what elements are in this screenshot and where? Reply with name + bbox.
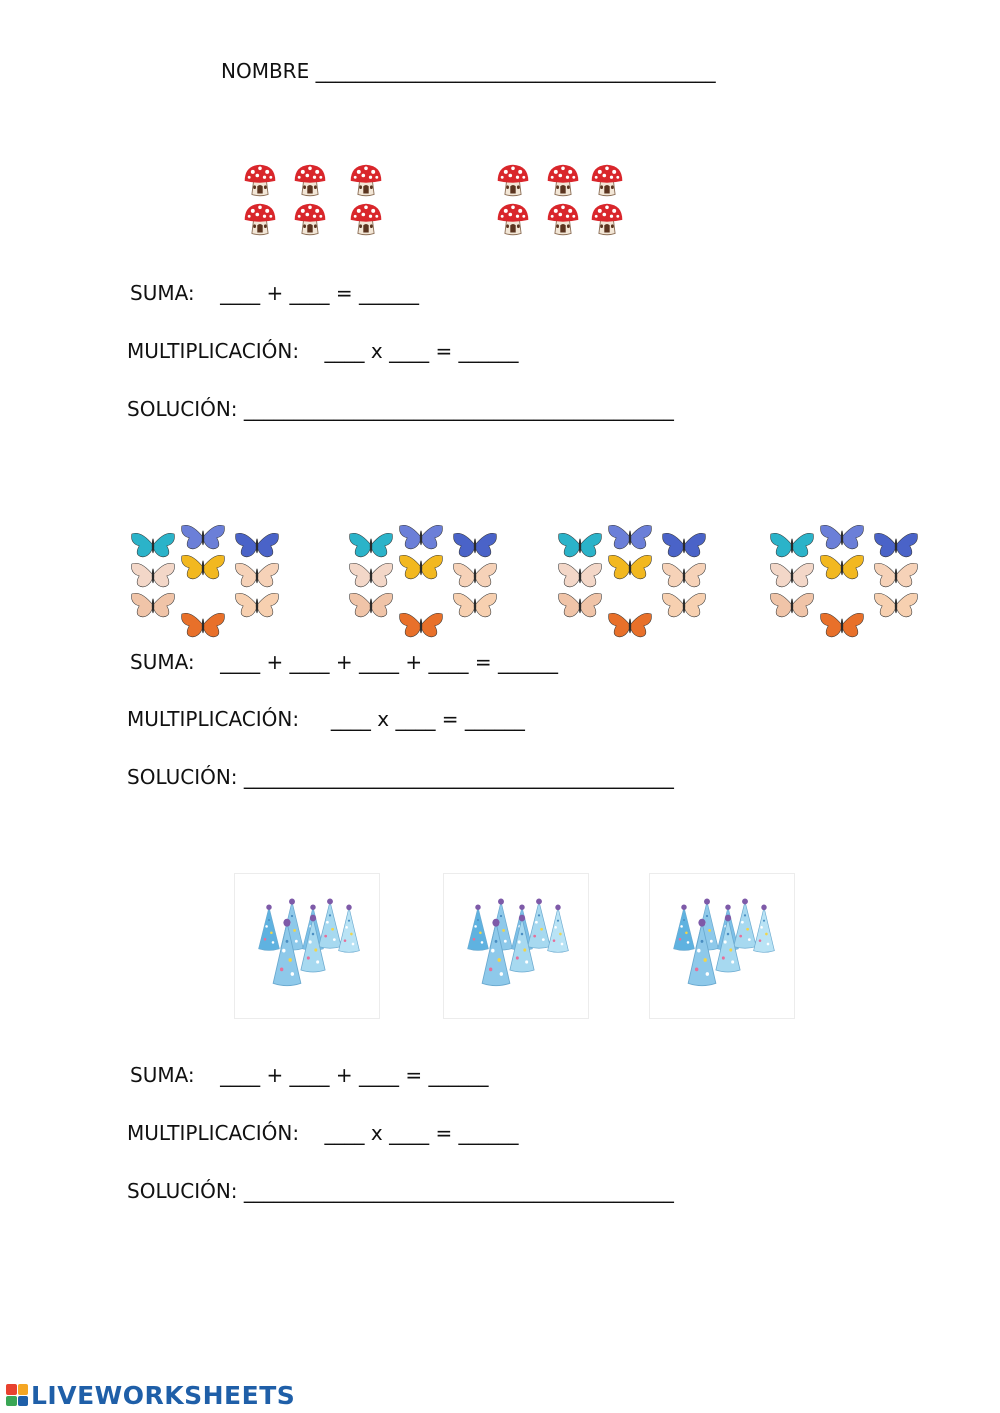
suma-line-3[interactable]: SUMA: ____ + ____ + ____ = ______ [130,1063,489,1087]
mushroom-icon [240,201,280,237]
party-hat-icon [299,914,327,974]
butterfly-icon [607,552,653,582]
party-hat-box [649,873,795,1019]
party-hat-icon [337,904,361,954]
butterfly-icon [130,590,176,620]
butterfly-icon [452,590,498,620]
butterfly-icon [607,610,653,640]
suma-line-2[interactable]: SUMA: ____ + ____ + ____ + ____ = ______ [130,650,558,674]
butterfly-icon [769,560,815,590]
mushroom-icon [346,162,386,198]
butterfly-icon [180,552,226,582]
butterfly-icon [661,590,707,620]
butterfly-icon [819,552,865,582]
butterfly-icon [130,530,176,560]
butterfly-icon [819,610,865,640]
butterfly-icon [234,590,280,620]
butterfly-icon [661,530,707,560]
logo-mark-icon [6,1384,28,1406]
butterfly-icon [607,522,653,552]
butterfly-icon [398,610,444,640]
name-field[interactable]: NOMBRE ________________________________________ [221,59,716,83]
butterfly-icon [180,522,226,552]
party-hat-box [443,873,589,1019]
butterfly-icon [769,590,815,620]
liveworksheets-logo[interactable] [6,1381,295,1409]
mushroom-icon [543,162,583,198]
suma-line-1[interactable]: SUMA: ____ + ____ = ______ [130,281,420,305]
butterfly-icon [769,530,815,560]
butterfly-icon [398,522,444,552]
solucion-line-2[interactable]: SOLUCIÓN: ___________________________________________ [127,765,674,789]
brand-name: LIVEWORKSHEETS [31,1380,296,1410]
butterfly-icon [180,610,226,640]
party-hat-icon [508,914,536,974]
mushroom-icon [493,162,533,198]
butterfly-icon [661,560,707,590]
butterfly-icon [819,522,865,552]
butterfly-icon [234,560,280,590]
mushroom-icon [240,162,280,198]
multiplicacion-line-1[interactable]: MULTIPLICACIÓN: ____ x ____ = ______ [127,339,519,363]
butterfly-icon [557,560,603,590]
butterfly-icon [348,590,394,620]
butterfly-icon [398,552,444,582]
butterfly-icon [873,590,919,620]
party-hat-icon [752,904,776,954]
party-hat-box [234,873,380,1019]
mushroom-icon [587,201,627,237]
multiplicacion-line-2[interactable]: MULTIPLICACIÓN: ____ x ____ = ______ [127,707,525,731]
butterfly-icon [130,560,176,590]
butterfly-icon [873,530,919,560]
mushroom-icon [543,201,583,237]
mushroom-icon [493,201,533,237]
butterfly-icon [234,530,280,560]
multiplicacion-line-3[interactable]: MULTIPLICACIÓN: ____ x ____ = ______ [127,1121,519,1145]
party-hat-icon [714,914,742,974]
butterfly-icon [452,530,498,560]
party-hat-icon [546,904,570,954]
butterfly-icon [348,530,394,560]
mushroom-icon [290,201,330,237]
mushroom-icon [587,162,627,198]
butterfly-icon [348,560,394,590]
solucion-line-1[interactable]: SOLUCIÓN: ___________________________________________ [127,397,674,421]
butterfly-icon [452,560,498,590]
butterfly-icon [557,530,603,560]
mushroom-icon [290,162,330,198]
butterfly-icon [557,590,603,620]
mushroom-icon [346,201,386,237]
butterfly-icon [873,560,919,590]
solucion-line-3[interactable]: SOLUCIÓN: ___________________________________________ [127,1179,674,1203]
